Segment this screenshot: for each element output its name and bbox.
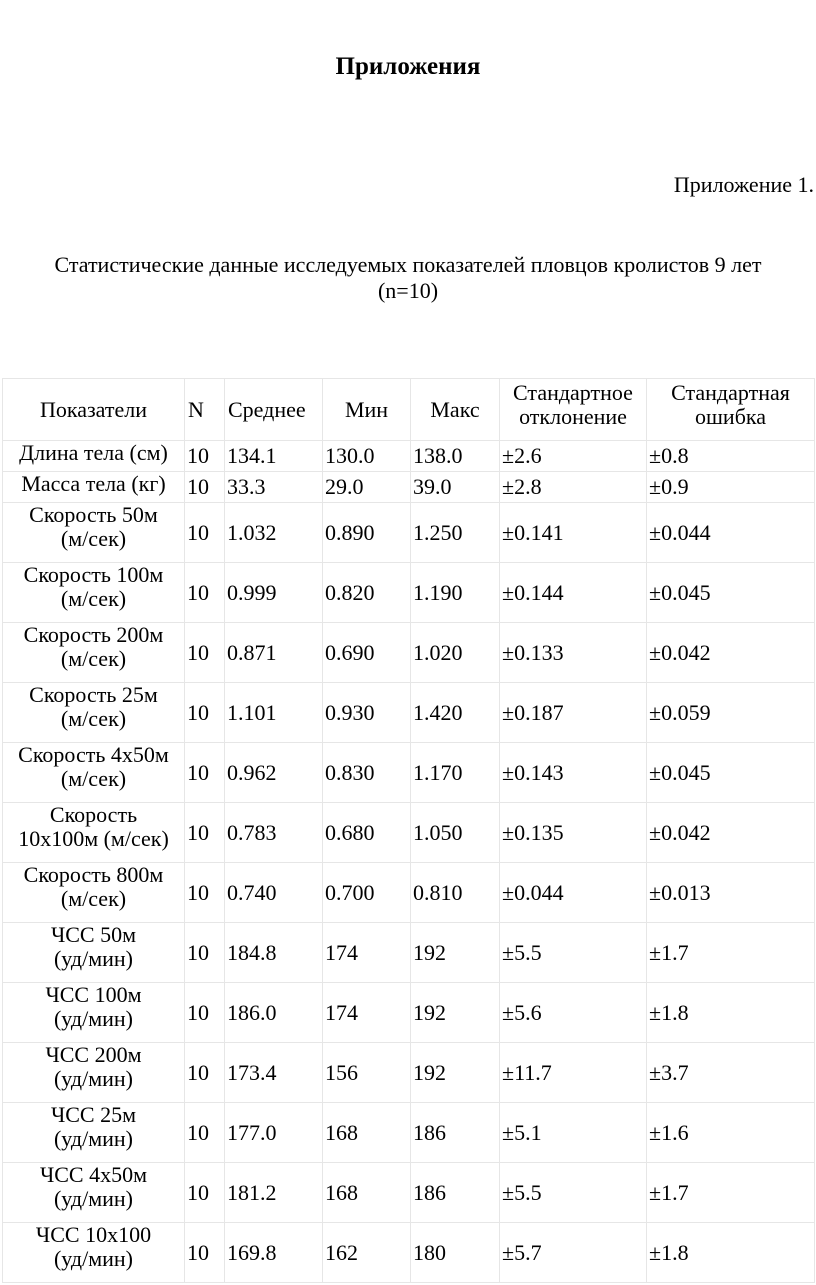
cell-n: 10: [185, 1103, 225, 1163]
cell-std-deviation: ±5.5: [500, 923, 647, 983]
header-indicator: Показатели: [3, 379, 185, 441]
cell-n: 10: [185, 1223, 225, 1283]
table-row: [3, 623, 815, 683]
cell-n: 10: [185, 623, 225, 683]
cell-min: 29.0: [323, 472, 411, 503]
cell-indicator: [3, 472, 185, 503]
cell-std-deviation: ±5.5: [500, 1163, 647, 1223]
cell-n: 10: [185, 441, 225, 472]
cell-indicator: [3, 503, 185, 563]
indicator-line-1: Скорость 4х50м: [18, 742, 169, 767]
cell-min: 130.0: [323, 441, 411, 472]
cell-std-error: ±1.8: [647, 983, 815, 1043]
cell-std-error: ±1.7: [647, 923, 815, 983]
indicator-line-1: ЧСС 10х100: [35, 1222, 152, 1247]
indicator-line-2: (уд/мин): [53, 1006, 134, 1031]
cell-max: 192: [411, 923, 500, 983]
header-mean: Среднее: [225, 379, 323, 441]
cell-std-deviation: ±5.7: [500, 1223, 647, 1283]
header-std-deviation-line-2: отклонение: [519, 404, 627, 429]
cell-mean: 33.3: [225, 472, 323, 503]
cell-indicator: [3, 1103, 185, 1163]
cell-min: 0.680: [323, 803, 411, 863]
cell-std-error: ±0.042: [647, 803, 815, 863]
cell-n: 10: [185, 472, 225, 503]
cell-std-deviation: ±0.044: [500, 863, 647, 923]
caption-line-2: (n=10): [377, 278, 439, 303]
indicator-line-1: Масса тела (кг): [21, 471, 166, 496]
table-body: [3, 441, 815, 1283]
cell-std-error: ±0.045: [647, 743, 815, 803]
cell-std-error: ±1.6: [647, 1103, 815, 1163]
cell-mean: 1.101: [225, 683, 323, 743]
indicator-line-2: 10х100м (м/сек): [18, 826, 169, 851]
indicator-line-2: (уд/мин): [53, 1246, 134, 1271]
indicator-line-1: ЧСС 50м: [50, 922, 137, 947]
indicator-line-1: Скорость 800м: [23, 862, 164, 887]
table-row: [3, 472, 815, 503]
indicator-line-1: Скорость 100м: [23, 562, 164, 587]
cell-indicator: [3, 623, 185, 683]
cell-indicator: [3, 863, 185, 923]
header-min: Мин: [323, 379, 411, 441]
table-row: [3, 441, 815, 472]
cell-n: 10: [185, 743, 225, 803]
indicator-line-1: Скорость 200м: [23, 622, 164, 647]
indicator-line-2: (м/сек): [60, 586, 127, 611]
table-row: [3, 923, 815, 983]
header-std-deviation: [500, 379, 647, 441]
cell-indicator: [3, 563, 185, 623]
cell-max: 0.810: [411, 863, 500, 923]
cell-mean: 169.8: [225, 1223, 323, 1283]
cell-mean: 0.740: [225, 863, 323, 923]
cell-n: 10: [185, 863, 225, 923]
cell-indicator: [3, 441, 185, 472]
indicator-line-2: (уд/мин): [53, 946, 134, 971]
cell-indicator: [3, 1223, 185, 1283]
cell-std-error: ±1.7: [647, 1163, 815, 1223]
cell-max: 1.020: [411, 623, 500, 683]
indicator-line-2: (м/сек): [60, 526, 127, 551]
table-row: [3, 1103, 815, 1163]
cell-std-deviation: ±5.6: [500, 983, 647, 1043]
cell-indicator: [3, 923, 185, 983]
header-n: N: [185, 379, 225, 441]
cell-mean: 181.2: [225, 1163, 323, 1223]
indicator-line-1: Скорость: [49, 802, 138, 827]
cell-max: 186: [411, 1103, 500, 1163]
cell-min: 0.930: [323, 683, 411, 743]
header-std-error-line-1: Стандартная: [671, 380, 790, 405]
cell-min: 156: [323, 1043, 411, 1103]
table-row: [3, 983, 815, 1043]
cell-min: 0.830: [323, 743, 411, 803]
cell-indicator: [3, 1163, 185, 1223]
indicator-line-2: (м/сек): [60, 766, 127, 791]
cell-max: 1.170: [411, 743, 500, 803]
cell-std-deviation: ±2.8: [500, 472, 647, 503]
indicator-line-1: ЧСС 4х50м: [39, 1162, 148, 1187]
cell-max: 1.250: [411, 503, 500, 563]
cell-mean: 0.999: [225, 563, 323, 623]
table-row: [3, 683, 815, 743]
cell-max: 186: [411, 1163, 500, 1223]
table-header-row: [3, 379, 815, 441]
cell-mean: 186.0: [225, 983, 323, 1043]
indicator-line-2: (м/сек): [60, 646, 127, 671]
cell-min: 162: [323, 1223, 411, 1283]
cell-n: 10: [185, 683, 225, 743]
cell-min: 168: [323, 1163, 411, 1223]
cell-std-deviation: ±0.133: [500, 623, 647, 683]
cell-n: 10: [185, 1163, 225, 1223]
cell-mean: 0.783: [225, 803, 323, 863]
indicator-line-1: ЧСС 100м: [45, 982, 142, 1007]
header-std-deviation-line-1: Стандартное: [513, 380, 633, 405]
indicator-line-1: Скорость 25м: [29, 682, 158, 707]
indicator-line-1: Скорость 50м: [29, 502, 158, 527]
table-row: [3, 743, 815, 803]
caption-line-1: Статистические данные исследуемых показателей пловцов кролистов 9 лет: [54, 252, 762, 277]
cell-indicator: [3, 803, 185, 863]
table-row: [3, 1163, 815, 1223]
table-row: [3, 1043, 815, 1103]
table-row: [3, 563, 815, 623]
appendix-label: Приложение 1.: [673, 172, 814, 197]
cell-min: 174: [323, 983, 411, 1043]
cell-std-error: ±0.013: [647, 863, 815, 923]
cell-min: 0.820: [323, 563, 411, 623]
cell-indicator: [3, 1043, 185, 1103]
cell-n: 10: [185, 1043, 225, 1103]
cell-indicator: [3, 683, 185, 743]
cell-std-error: ±0.9: [647, 472, 815, 503]
header-max: Макс: [411, 379, 500, 441]
cell-mean: 177.0: [225, 1103, 323, 1163]
statistics-table: [2, 378, 815, 1283]
header-std-error-line-2: ошибка: [694, 404, 767, 429]
cell-std-deviation: ±0.143: [500, 743, 647, 803]
cell-mean: 0.962: [225, 743, 323, 803]
cell-std-deviation: ±0.135: [500, 803, 647, 863]
cell-mean: 134.1: [225, 441, 323, 472]
cell-std-error: ±0.8: [647, 441, 815, 472]
cell-n: 10: [185, 503, 225, 563]
cell-mean: 1.032: [225, 503, 323, 563]
cell-std-error: ±0.045: [647, 563, 815, 623]
table-caption: [0, 252, 816, 304]
indicator-line-1: Длина тела (см): [19, 440, 168, 465]
cell-std-error: ±3.7: [647, 1043, 815, 1103]
cell-n: 10: [185, 563, 225, 623]
cell-std-error: ±0.059: [647, 683, 815, 743]
cell-mean: 184.8: [225, 923, 323, 983]
cell-mean: 0.871: [225, 623, 323, 683]
indicator-line-2: (уд/мин): [53, 1066, 134, 1091]
table-row: [3, 863, 815, 923]
cell-max: 192: [411, 983, 500, 1043]
table-row: [3, 803, 815, 863]
header-std-error: [647, 379, 815, 441]
cell-n: 10: [185, 923, 225, 983]
cell-std-deviation: ±0.187: [500, 683, 647, 743]
cell-mean: 173.4: [225, 1043, 323, 1103]
indicator-line-1: ЧСС 25м: [50, 1102, 137, 1127]
indicator-line-2: (уд/мин): [53, 1186, 134, 1211]
cell-indicator: [3, 983, 185, 1043]
indicator-line-2: (м/сек): [60, 886, 127, 911]
cell-n: 10: [185, 983, 225, 1043]
table-row: [3, 503, 815, 563]
cell-std-deviation: ±11.7: [500, 1043, 647, 1103]
cell-max: 1.190: [411, 563, 500, 623]
page-heading: Приложения: [335, 53, 481, 80]
cell-n: 10: [185, 803, 225, 863]
cell-min: 0.690: [323, 623, 411, 683]
cell-std-deviation: ±2.6: [500, 441, 647, 472]
cell-max: 138.0: [411, 441, 500, 472]
cell-min: 168: [323, 1103, 411, 1163]
cell-std-error: ±0.044: [647, 503, 815, 563]
cell-std-deviation: ±0.141: [500, 503, 647, 563]
cell-max: 1.050: [411, 803, 500, 863]
cell-std-deviation: ±5.1: [500, 1103, 647, 1163]
cell-std-error: ±1.8: [647, 1223, 815, 1283]
cell-max: 39.0: [411, 472, 500, 503]
cell-std-error: ±0.042: [647, 623, 815, 683]
table-row: [3, 1223, 815, 1283]
cell-min: 0.890: [323, 503, 411, 563]
cell-std-deviation: ±0.144: [500, 563, 647, 623]
cell-max: 1.420: [411, 683, 500, 743]
cell-min: 0.700: [323, 863, 411, 923]
indicator-line-2: (уд/мин): [53, 1126, 134, 1151]
cell-max: 180: [411, 1223, 500, 1283]
indicator-line-1: ЧСС 200м: [45, 1042, 142, 1067]
cell-max: 192: [411, 1043, 500, 1103]
cell-min: 174: [323, 923, 411, 983]
indicator-line-2: (м/сек): [60, 706, 127, 731]
cell-indicator: [3, 743, 185, 803]
